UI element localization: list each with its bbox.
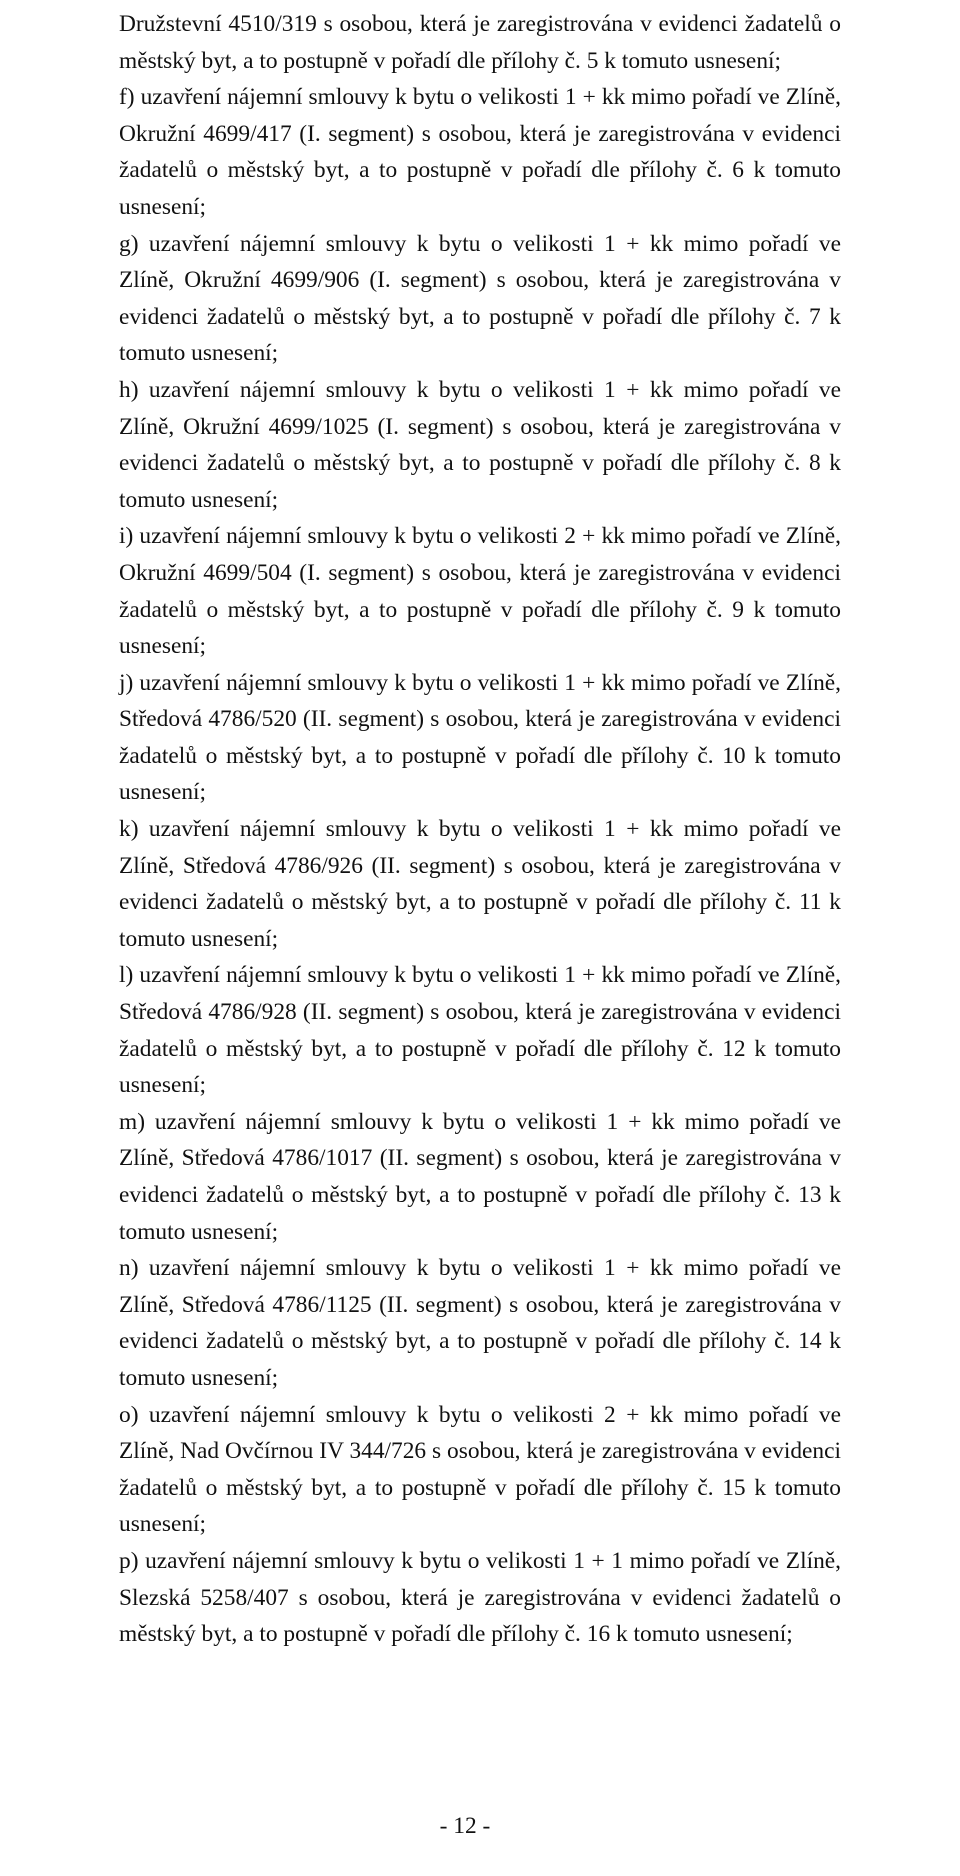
- resolution-item-p: p) uzavření nájemní smlouvy k bytu o velikosti 1 + 1 mimo pořadí ve Zlíně, Slezská 5258/407 s osobou, která je zaregistrována v evidenci žadatelů o městský byt, a to postupně v pořadí dle přílohy č. 16 k tomuto usnesení;: [119, 1547, 841, 1648]
- resolution-item-f: f) uzavření nájemní smlouvy k bytu o velikosti 1 + kk mimo pořadí ve Zlíně, Okružní 4699/417 (I. segment) s osobou, která je zaregistrována v evidenci žadatelů o městský byt, a to postupně v pořadí dle přílohy č. 6 k tomuto usnesení;: [119, 84, 841, 220]
- resolution-text: [119, 6, 841, 1653]
- page-number: [0, 1808, 960, 1844]
- continuation-paragraph: Družstevní 4510/319 s osobou, která je zaregistrována v evidenci žadatelů o městský byt, a to postupně v pořadí dle přílohy č. 5 k tomuto usnesení;: [119, 11, 841, 74]
- resolution-item-list: [119, 79, 841, 1653]
- page-number-label: - 12 -: [439, 1813, 491, 1839]
- resolution-item-m: m) uzavření nájemní smlouvy k bytu o velikosti 1 + kk mimo pořadí ve Zlíně, Středová 4786/1017 (II. segment) s osobou, která je zaregistrována v evidenci žadatelů o městský byt, a to postupně v pořadí dle přílohy č. 13 k tomuto usnesení;: [119, 1108, 841, 1245]
- resolution-item-k: k) uzavření nájemní smlouvy k bytu o velikosti 1 + kk mimo pořadí ve Zlíně, Středová 4786/926 (II. segment) s osobou, která je zaregistrována v evidenci žadatelů o městský byt, a to postupně v pořadí dle přílohy č. 11 k tomuto usnesení;: [119, 816, 841, 952]
- resolution-item-o: o) uzavření nájemní smlouvy k bytu o velikosti 2 + kk mimo pořadí ve Zlíně, Nad Ovčírnou IV 344/726 s osobou, která je zaregistrována v evidenci žadatelů o městský byt, a to postupně v pořadí dle přílohy č. 15 k tomuto usnesení;: [119, 1401, 841, 1538]
- resolution-item-g: g) uzavření nájemní smlouvy k bytu o velikosti 1 + kk mimo pořadí ve Zlíně, Okružní 4699/906 (I. segment) s osobou, která je zaregistrována v evidenci žadatelů o městský byt, a to postupně v pořadí dle přílohy č. 7 k tomuto usnesení;: [119, 230, 841, 367]
- resolution-item-n: n) uzavření nájemní smlouvy k bytu o velikosti 1 + kk mimo pořadí ve Zlíně, Středová 4786/1125 (II. segment) s osobou, která je zaregistrována v evidenci žadatelů o městský byt, a to postupně v pořadí dle přílohy č. 14 k tomuto usnesení;: [119, 1255, 841, 1391]
- resolution-item-i: i) uzavření nájemní smlouvy k bytu o velikosti 2 + kk mimo pořadí ve Zlíně, Okružní 4699/504 (I. segment) s osobou, která je zaregistrována v evidenci žadatelů o městský byt, a to postupně v pořadí dle přílohy č. 9 k tomuto usnesení;: [119, 523, 841, 660]
- resolution-item-l: l) uzavření nájemní smlouvy k bytu o velikosti 1 + kk mimo pořadí ve Zlíně, Středová 4786/928 (II. segment) s osobou, která je zaregistrována v evidenci žadatelů o městský byt, a to postupně v pořadí dle přílohy č. 12 k tomuto usnesení;: [119, 962, 841, 1099]
- resolution-item-h: h) uzavření nájemní smlouvy k bytu o velikosti 1 + kk mimo pořadí ve Zlíně, Okružní 4699/1025 (I. segment) s osobou, která je zaregistrována v evidenci žadatelů o městský byt, a to postupně v pořadí dle přílohy č. 8 k tomuto usnesení;: [119, 376, 841, 513]
- resolution-item-j: j) uzavření nájemní smlouvy k bytu o velikosti 1 + kk mimo pořadí ve Zlíně, Středová 4786/520 (II. segment) s osobou, která je zaregistrována v evidenci žadatelů o městský byt, a to postupně v pořadí dle přílohy č. 10 k tomuto usnesení;: [119, 669, 841, 806]
